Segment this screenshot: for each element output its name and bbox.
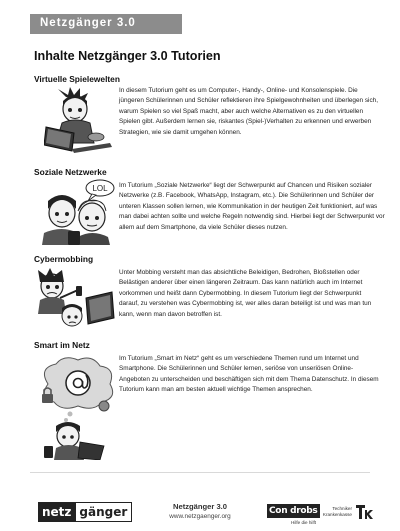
tk-logo bbox=[312, 503, 373, 521]
gear-icon bbox=[99, 401, 109, 411]
gamer-illustration bbox=[44, 87, 114, 153]
at-sign-icon bbox=[66, 371, 90, 395]
tk-logo-mark-icon bbox=[355, 503, 373, 521]
tk-logo-text bbox=[312, 506, 352, 517]
footer-url[interactable]: www.netzgaenger.org bbox=[169, 513, 231, 520]
speech-bubble-icon bbox=[86, 180, 114, 201]
section-heading-cybermobbing: Cybermobbing bbox=[34, 254, 94, 264]
netzgaenger-logo bbox=[38, 502, 132, 522]
section-text-soziale-netzwerke: Im Tutorium „Soziale Netzwerke“ liegt der Schwerpunkt auf Chancen und Risiken sozialer Netzwerke (z.B. Facebook, WhatsApp, Instagram, etc.). Die Schülerinnen und Schüler der unteren Klassen sollen lernen, wie Kommunikation in der heutigen Zeit funktioniert, auf was man dabei achten sollte und welche Regeln notwendig sind. Hierbei liegt der Schwerpunkt vor allem auf dem Smartphone, da viele Schüler dieses nutzen. bbox=[119, 182, 385, 231]
section-heading-virtuelle-spielewelten: Virtuelle Spielewelten bbox=[34, 74, 120, 84]
netzgaenger-logo-dark: netz bbox=[38, 502, 75, 522]
condrobs-logo-text: Con drobs bbox=[269, 506, 318, 516]
netzgaenger-logo-light: gänger bbox=[75, 502, 132, 522]
section-text-cybermobbing: Unter Mobbing versteht man das absichtliche Beleidigen, Bedrohen, Bloßstellen oder Belästigen anderer über einen längeren Zeitraum. Das kann natürlich auch im Internet vorkommen und heißt dann Cybermobbing. In diesem Tutorium liegt der Schwerpunkt darauf, zu verstehen was Cybermobbing ist, wer alles daran beteiligt ist und was man tun kann, wenn man davon betroffen ist. bbox=[119, 269, 372, 318]
tk-logo-line1: Techniker bbox=[332, 506, 352, 512]
speech-bubble-text: LOL bbox=[92, 184, 108, 193]
footer-title: Netzgänger 3.0 bbox=[172, 502, 228, 511]
cybermobbing-illustration bbox=[36, 268, 116, 330]
footer-divider bbox=[30, 472, 370, 473]
section-text-smart-im-netz: Im Tutorium „Smart im Netz“ geht es um verschiedene Themen rund um Internet und Smartphone. Die Schülerinnen und Schüler lernen, seriöse von unseriösen Online-Angeboten zu unterscheiden und beschäftigen sich mit dem Thema Datenschutz. In diesem Tutorium kann man am besten aktuell wichtige Themen ansprechen. bbox=[119, 355, 379, 394]
tk-logo-line2: Krankenkasse bbox=[322, 512, 352, 517]
section-heading-soziale-netzwerke: Soziale Netzwerke bbox=[34, 167, 107, 177]
condrobs-logo-subtext: Hilfe die hilft bbox=[291, 520, 317, 525]
smart-im-netz-illustration bbox=[34, 354, 118, 460]
footer-info bbox=[150, 502, 250, 520]
page-title: Inhalte Netzgänger 3.0 Tutorien bbox=[34, 49, 221, 63]
section-heading-smart-im-netz: Smart im Netz bbox=[34, 340, 90, 350]
section-text-virtuelle-spielewelten: In diesem Tutorium geht es um Computer-, Handy-, Online- und Konsolenspiele. Die jüngeren Schülerinnen und Schüler reflektieren ihre Spielgewohnheiten und überlegen sich, warum Spielen so viel Spaß macht, aber auch welche Alternativen es zu den virtuellen Spielen gibt. Außerdem lernen sie, riskantes (Spiel-)Verhalten zu erkennen und erwerben Strategien, wie sie damit umgehen können. bbox=[119, 87, 378, 136]
social-network-illustration bbox=[38, 179, 118, 245]
header-label: Netzgänger 3.0 bbox=[30, 14, 182, 34]
